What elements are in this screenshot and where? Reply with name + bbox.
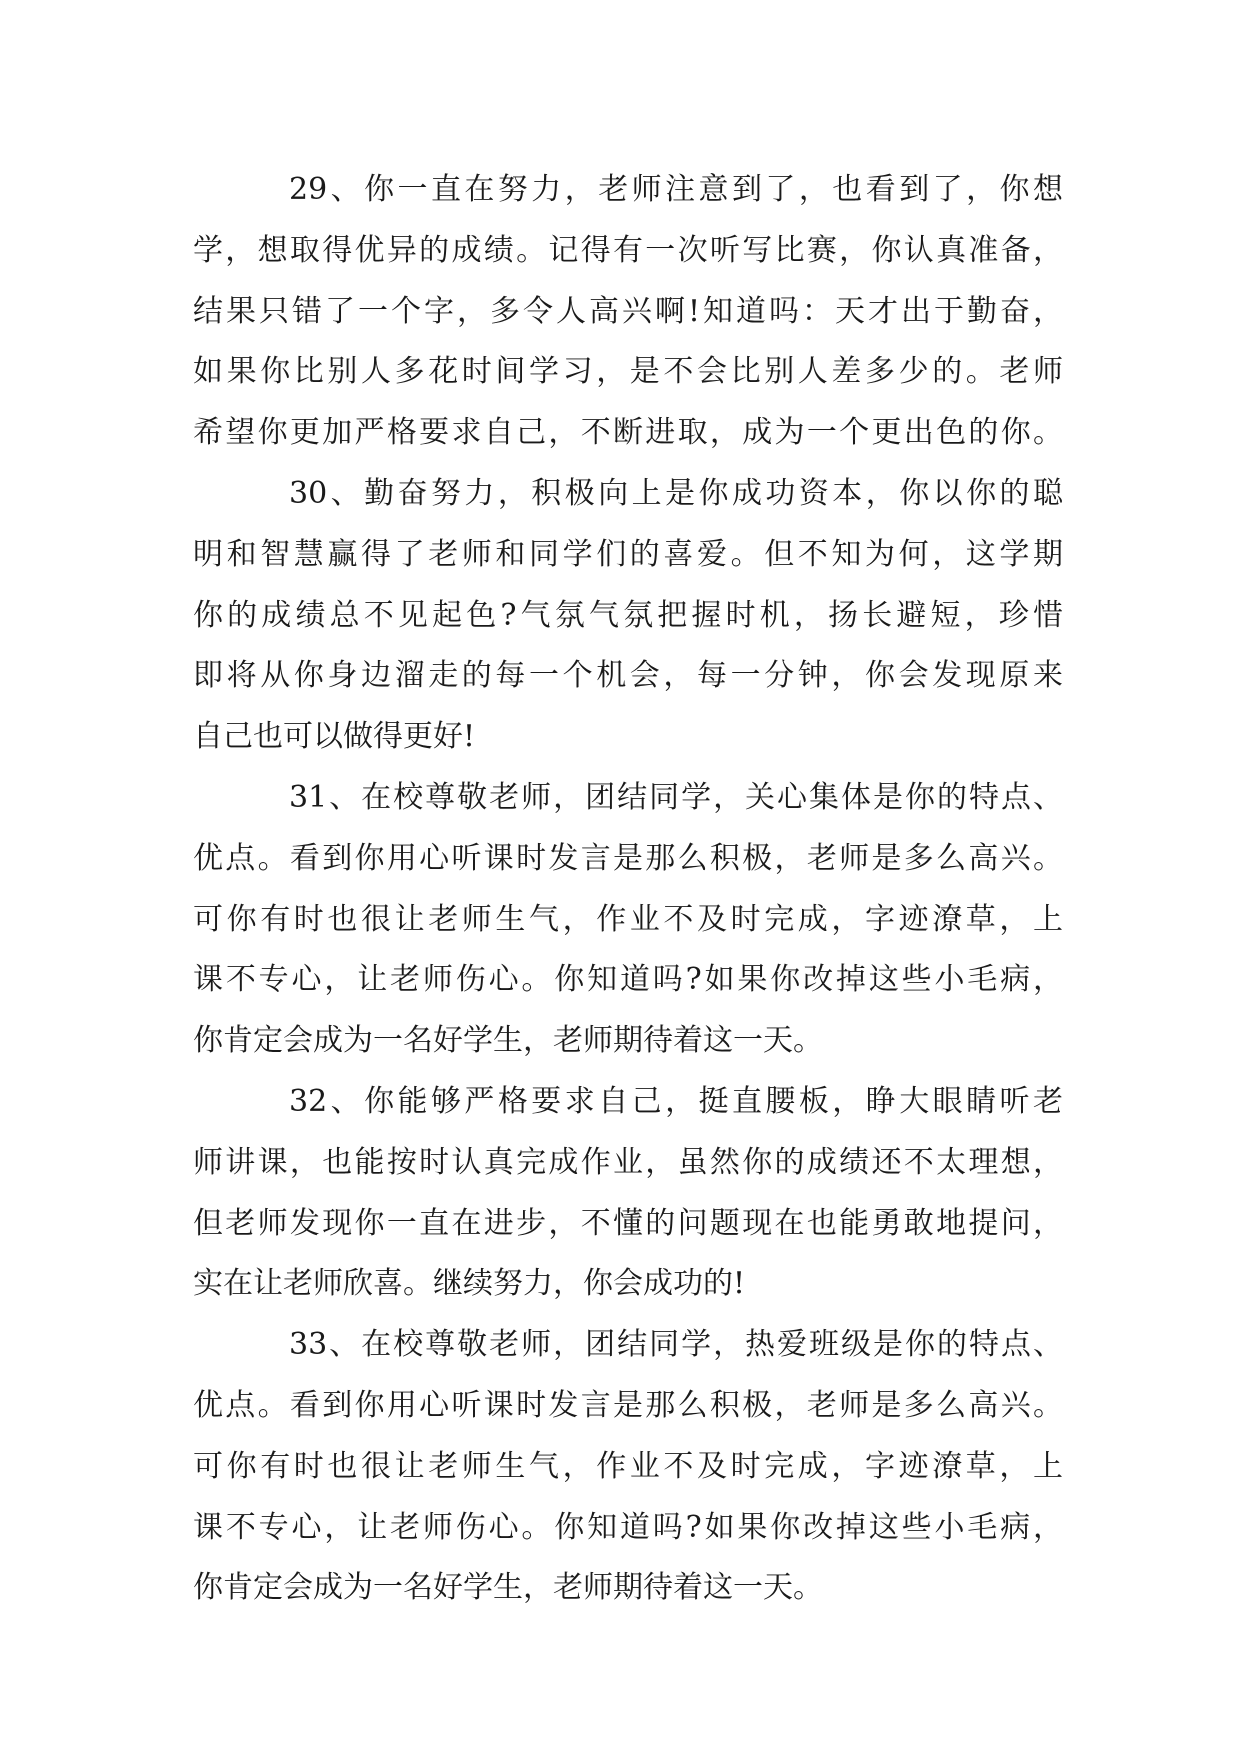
- paragraph-line: 32、你能够严格要求自己，挺直腰板，睁大眼睛听老: [289, 1083, 1063, 1119]
- paragraph-line: 29、你一直在努力，老师注意到了，也看到了，你想: [289, 172, 1063, 207]
- paragraph-line: 可你有时也很让老师生气，作业不及时完成，字迹潦草，上: [193, 901, 1063, 937]
- paragraph-line: 即将从你身边溜走的每一个机会，每一分钟，你会发现原来: [193, 658, 1063, 694]
- paragraph-line: 你肯定会成为一名好学生，老师期待着这一天。: [193, 1023, 823, 1059]
- paragraph-line: 你肯定会成为一名好学生，老师期待着这一天。: [193, 1570, 823, 1606]
- paragraph-line: 课不专心，让老师伤心。你知道吗?如果你改掉这些小毛病，: [193, 962, 1063, 998]
- paragraph-29: [193, 160, 1063, 464]
- paragraph-line: 自己也可以做得更好!: [193, 719, 476, 755]
- paragraph-line: 你的成绩总不见起色?气氛气氛把握时机，扬长避短，珍惜: [193, 597, 1063, 633]
- paragraph-line: 明和智慧赢得了老师和同学们的喜爱。但不知为何，这学期: [193, 536, 1063, 572]
- paragraph-line: 优点。看到你用心听课时发言是那么积极，老师是多么高兴。: [193, 1387, 1063, 1423]
- paragraph-line: 优点。看到你用心听课时发言是那么积极，老师是多么高兴。: [193, 840, 1063, 876]
- paragraph-line: 师讲课，也能按时认真完成作业，虽然你的成绩还不太理想，: [193, 1144, 1063, 1180]
- paragraph-line: 实在让老师欣喜。继续努力，你会成功的!: [193, 1266, 746, 1302]
- paragraph-line: 希望你更加严格要求自己，不断进取，成为一个更出色的你。: [193, 415, 1063, 451]
- paragraph-line: 31、在校尊敬老师，团结同学，关心集体是你的特点、: [289, 779, 1063, 815]
- paragraph-line: 课不专心，让老师伤心。你知道吗?如果你改掉这些小毛病，: [193, 1509, 1063, 1545]
- paragraph-line: 30、勤奋努力，积极向上是你成功资本，你以你的聪: [289, 475, 1063, 511]
- paragraph-line: 可你有时也很让老师生气，作业不及时完成，字迹潦草，上: [193, 1448, 1063, 1484]
- document-body: [193, 160, 1063, 1619]
- paragraph-line: 但老师发现你一直在进步，不懂的问题现在也能勇敢地提问，: [193, 1205, 1063, 1241]
- paragraph-33: [193, 1315, 1063, 1619]
- paragraph-line: 33、在校尊敬老师，团结同学，热爱班级是你的特点、: [289, 1327, 1063, 1363]
- paragraph-line: 结果只错了一个字，多令人高兴啊!知道吗：天才出于勤奋，: [193, 293, 1063, 329]
- paragraph-30: [193, 464, 1063, 768]
- paragraph-line: 学，想取得优异的成绩。记得有一次听写比赛，你认真准备，: [193, 232, 1063, 268]
- paragraph-32: [193, 1072, 1063, 1315]
- paragraph-31: [193, 768, 1063, 1072]
- paragraph-line: 如果你比别人多花时间学习，是不会比别人差多少的。老师: [193, 354, 1063, 390]
